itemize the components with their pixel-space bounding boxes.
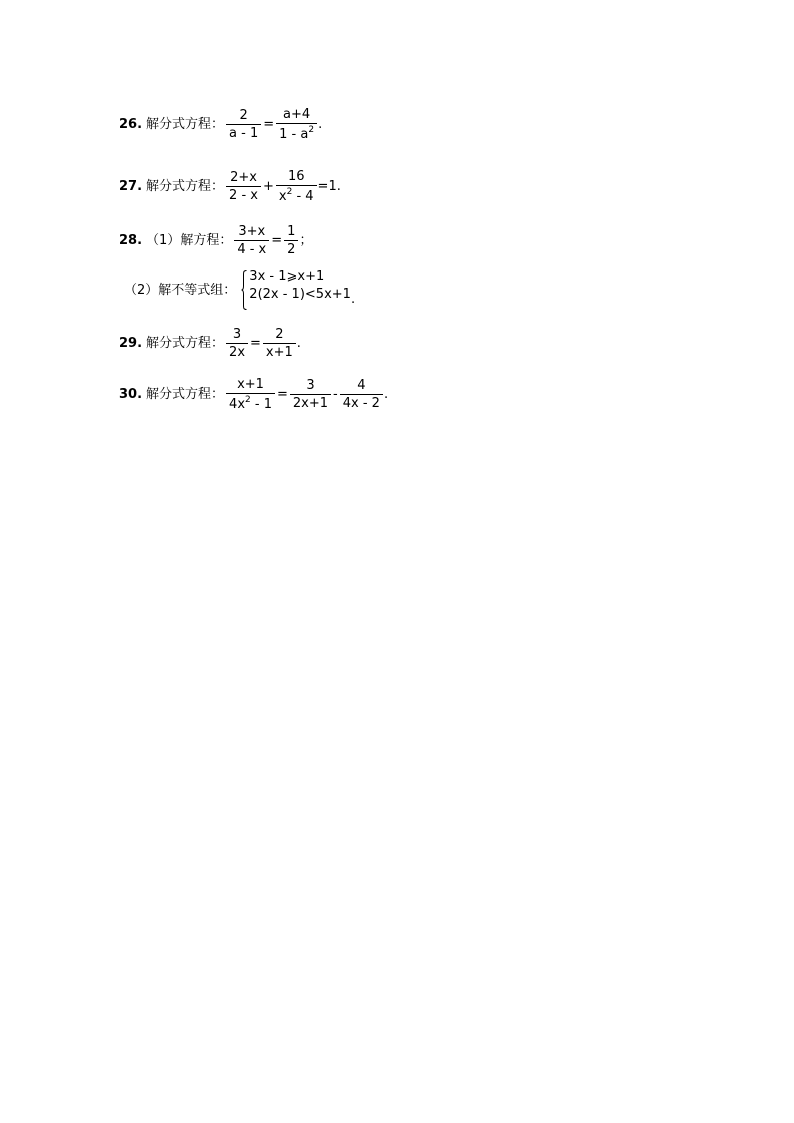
denominator: a - 1 <box>226 124 261 140</box>
problem-number: 26. <box>119 117 143 132</box>
fraction <box>226 328 248 359</box>
fraction <box>276 170 317 203</box>
line-end: . <box>318 117 323 132</box>
problem-prompt: 解方程： <box>180 233 233 248</box>
operator: - <box>333 387 338 402</box>
part-label: （2） <box>124 282 159 298</box>
numerator: 3+x <box>238 224 266 239</box>
line-end: . <box>350 292 356 307</box>
exponent: 2 <box>245 395 251 405</box>
fraction <box>226 378 275 411</box>
problem-prompt: 解分式方程： <box>146 387 225 402</box>
part-label: （1） <box>146 233 181 248</box>
numerator: 3 <box>306 378 315 393</box>
fraction <box>284 225 298 256</box>
operator: = <box>263 117 275 132</box>
exponent: 2 <box>308 125 315 135</box>
denominator <box>276 185 317 203</box>
problem-number: 30. <box>119 387 143 402</box>
problem-prompt: 解分式方程： <box>146 179 225 194</box>
operator: = <box>250 336 261 351</box>
problem-30 <box>119 378 388 411</box>
operator: = <box>276 387 288 402</box>
fraction <box>234 225 269 256</box>
inequality-1: 3x - 1⩾x+1 <box>249 269 325 284</box>
denominator: 4x - 2 <box>340 394 383 410</box>
problem-number: 29. <box>119 336 143 351</box>
numerator: 3 <box>232 327 242 342</box>
numerator: 1 <box>287 224 296 239</box>
problem-26 <box>119 108 322 141</box>
denominator: 2x+1 <box>290 394 331 410</box>
denominator: x+1 <box>263 343 296 359</box>
fraction <box>290 379 331 410</box>
fraction <box>340 379 383 410</box>
problem-27 <box>119 170 341 203</box>
denominator-rest: - 4 <box>292 189 314 204</box>
line-end: . <box>383 387 389 402</box>
left-brace-icon <box>241 270 247 310</box>
inequality-2: 2(2x - 1)<5x+1 <box>249 287 351 302</box>
denominator-base: 4x <box>229 397 246 412</box>
line-end: ； <box>299 233 313 248</box>
denominator: 4 - x <box>234 240 269 256</box>
denominator: 2 <box>284 240 298 256</box>
fraction <box>226 109 261 140</box>
operator: + <box>262 179 274 194</box>
exponent: 2 <box>286 187 293 197</box>
system-rows <box>247 270 351 310</box>
numerator: 2 <box>275 327 284 342</box>
numerator: 16 <box>287 169 305 184</box>
denominator-base: 1 - a <box>279 127 309 142</box>
problem-number: 28. <box>119 233 143 248</box>
line-end: . <box>296 336 301 351</box>
problem-28-part-2 <box>124 270 355 310</box>
denominator <box>226 393 275 411</box>
fraction <box>263 328 296 359</box>
line-end: =1. <box>317 179 341 194</box>
problem-29 <box>119 328 301 359</box>
problem-prompt: 解不等式组： <box>158 282 237 298</box>
problem-number: 27. <box>119 179 143 194</box>
numerator: x+1 <box>237 377 264 392</box>
problem-28-part-1 <box>119 225 312 256</box>
numerator: 2+x <box>230 170 257 185</box>
numerator: 2 <box>239 108 248 123</box>
denominator: 2x <box>226 343 248 359</box>
problem-prompt: 解分式方程： <box>146 336 225 351</box>
denominator-rest: - 1 <box>250 397 272 412</box>
fraction <box>226 171 261 202</box>
denominator-base: x <box>278 189 287 204</box>
numerator: a+4 <box>283 107 311 122</box>
denominator: 2 - x <box>226 186 261 202</box>
denominator <box>276 123 317 141</box>
problem-prompt: 解分式方程： <box>146 117 225 132</box>
inequality-system <box>241 270 351 310</box>
operator: = <box>271 233 283 248</box>
numerator: 4 <box>357 378 366 393</box>
fraction <box>276 108 317 141</box>
